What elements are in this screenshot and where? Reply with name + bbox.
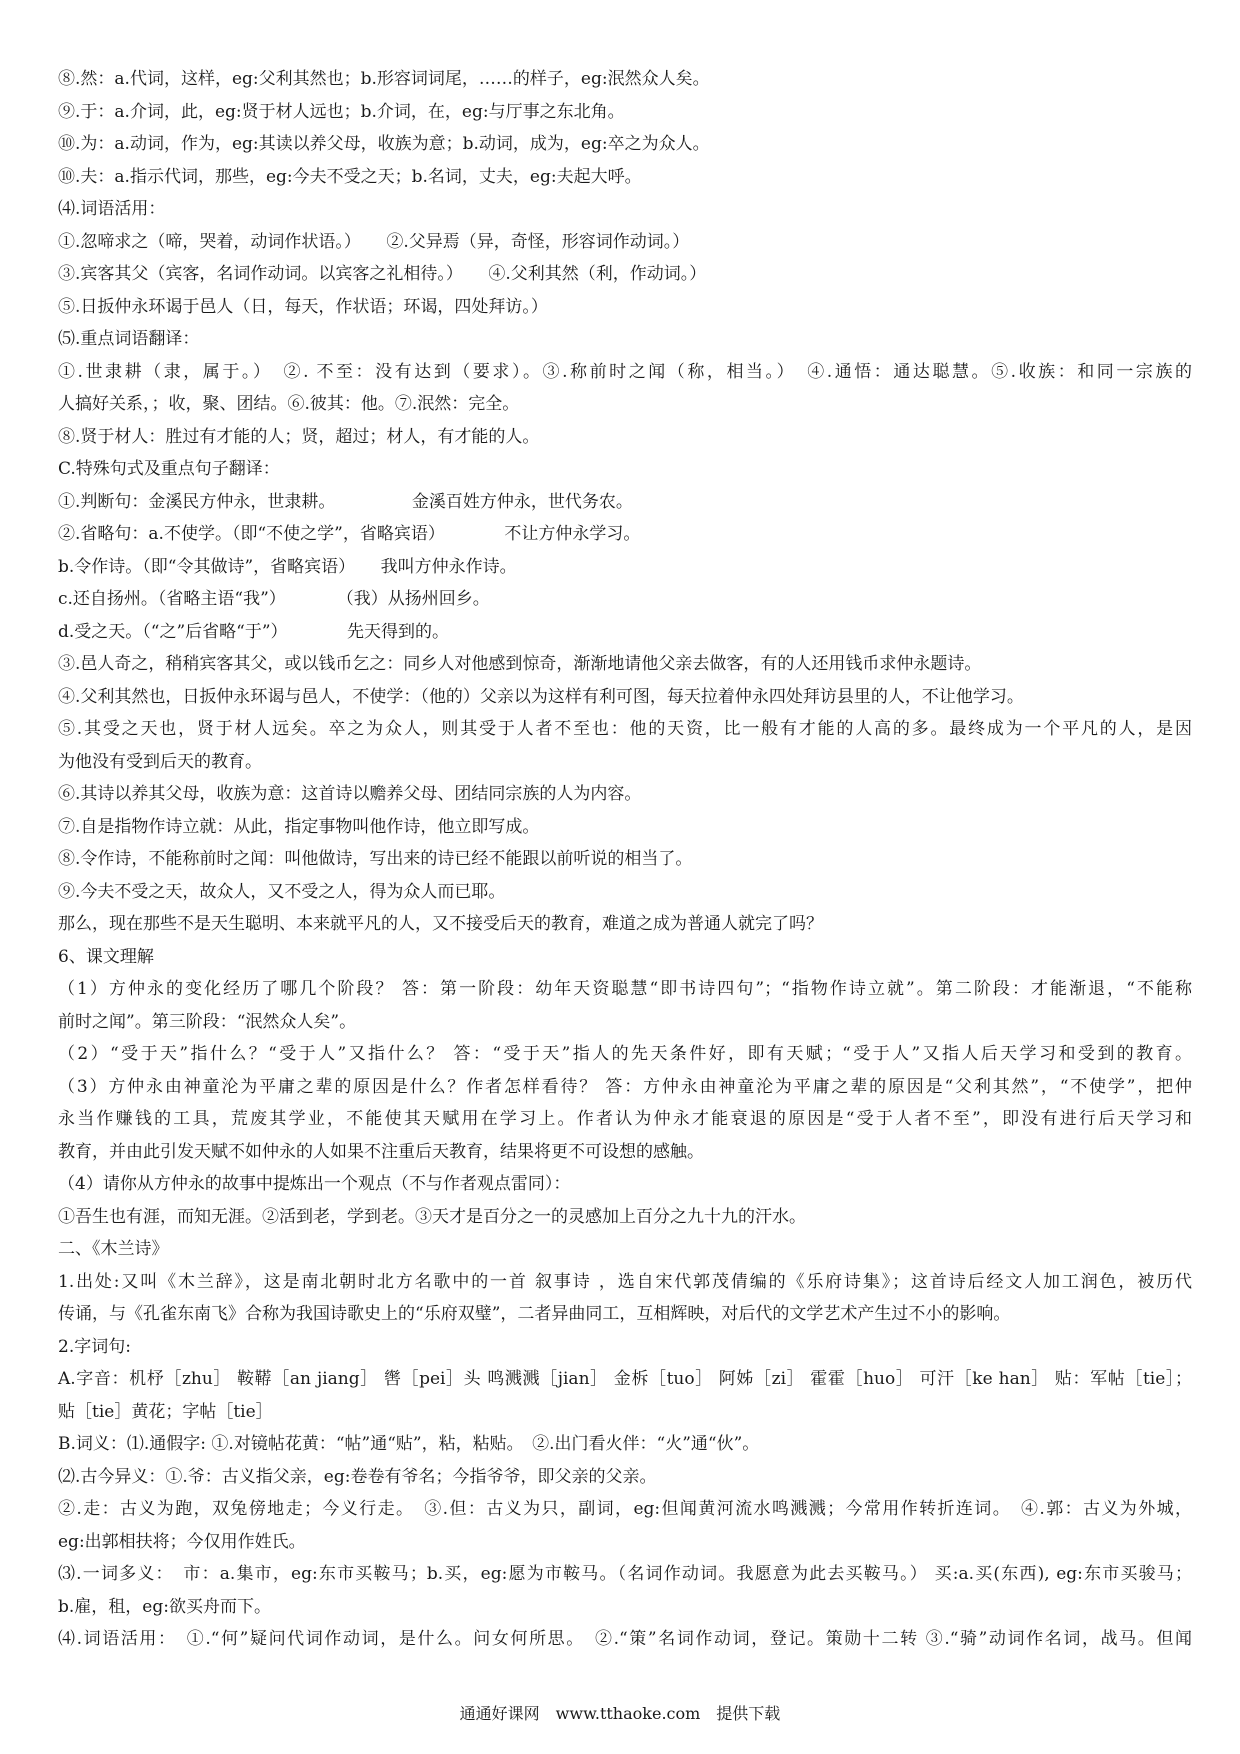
text-line: ⑤.其受之天也，贤于材人远矣。卒之为众人，则其受于人者不至也：他的天资，比一般有才能的人高的多。最终成为一个平凡的人，是因 [58,719,1192,739]
text-line: b.雇，租，eg:欲买舟而下。 [58,1596,271,1617]
text-line: ⑤.日扳仲永环谒于邑人（日，每天，作状语；环谒，四处拜访。） [58,296,548,317]
text-line: 教育，并由此引发天赋不如仲永的人如果不注重后天教育，结果将更不可设想的感触。 [58,1141,704,1162]
text-line: 永当作赚钱的工具，荒废其学业，不能使其天赋用在学习上。作者认为仲永才能衰退的原因是“受于人者不至”，即没有进行后天学习和 [58,1109,1192,1129]
text-line: ⑧.令作诗，不能称前时之闻：叫他做诗，写出来的诗已经不能跟以前听说的相当了。 [58,849,693,869]
text-line: ⑩.为：a.动词，作为，eg:其读以养父母，收族为意；b.动词，成为，eg:卒之为众人。 [58,134,710,154]
text-line: ①.世隶耕（隶，属于。） ②. 不至：没有达到（要求）。③.称前时之闻（称，相当。） ④.通悟：通达聪慧。⑤.收族：和同一宗族的 [58,361,1192,382]
text-line: ③.邑人奇之，稍稍宾客其父，或以钱币乞之：同乡人对他感到惊奇，渐渐地请他父亲去做客，有的人还用钱币求仲永题诗。 [58,654,982,674]
text-line: 6、课文理解 [58,946,154,967]
text-line: （3）方仲永由神童沦为平庸之辈的原因是什么？作者怎样看待？ 答：方仲永由神童沦为平庸之辈的原因是“父利其然”，“不使学”，把仲 [58,1076,1192,1097]
text-line: ⑧.然：a.代词，这样，eg:父利其然也；b.形容词词尾，……的样子，eg:泯然众人矣。 [58,69,710,89]
text-line: 贴［tie］黄花；字帖［tie］ [58,1401,273,1422]
text-line: 人搞好关系，；收，聚、团结。⑥.彼其：他。⑦.泯然：完全。 [58,394,520,414]
text-line: ⑧.贤于材人：胜过有才能的人；贤，超过；材人，有才能的人。 [58,426,540,447]
text-line: 1.出处:又叫《木兰辞》，这是南北朝时北方名歌中的一首 叙事诗 ，选自宋代郭茂倩编的《乐府诗集》；这首诗后经文人加工润色，被历代 [58,1271,1192,1292]
text-line: C.特殊句式及重点句子翻译： [58,459,280,479]
text-line: 为他没有受到后天的教育。 [58,751,262,772]
text-line: 传诵，与《孔雀东南飞》合称为我国诗歌史上的“乐府双璧”，二者异曲同工，互相辉映，对后代的文学艺术产生过不小的影响。 [58,1304,1011,1324]
text-line: ⑶.一词多义： 市：a.集市，eg:东市买鞍马；b.买，eg:愿为市鞍马。（名词作动词。我愿意为此去买鞍马。） 买:a.买(东西), eg:东市买骏马； [58,1564,1192,1584]
text-line: （2）“受于天”指什么？“受于人”又指什么？ 答：“受于天”指人的先天条件好，即有天赋；“受于人”又指人后天学习和受到的教育。 [58,1044,1192,1064]
text-line: b.令作诗。（即“令其做诗”，省略宾语） 我叫方仲永作诗。 [58,556,517,577]
text-line: ⑩.夫：a.指示代词，那些，eg:今夫不受之天；b.名词，丈夫，eg:夫起大呼。 [58,166,642,187]
text-line: ③.宾客其父（宾客，名词作动词。以宾客之礼相待。） ④.父利其然（利，作动词。） [58,264,707,284]
text-line: ①吾生也有涯，而知无涯。②活到老，学到老。③天才是百分之一的灵感加上百分之九十九的汗水。 [58,1206,806,1227]
text-line: ⑨.于：a.介词，此，eg:贤于材人远也；b.介词，在，eg:与厅事之东北角。 [58,101,625,122]
text-line: ①.判断句：金溪民方仲永，世隶耕。 金溪百姓方仲永，世代务农。 [58,491,633,512]
text-line: ⑵.古今异义：①.爷：古义指父亲，eg:卷卷有爷名；今指爷爷，即父亲的父亲。 [58,1466,657,1487]
text-line: ⑨.今夫不受之天，故众人，又不受之人，得为众人而已耶。 [58,881,506,902]
text-line: ⑷.词语活用： [58,199,166,219]
text-line: ①.忽啼求之（啼，哭着，动词作状语。） ②.父异焉（异，奇怪，形容词作动词。） [58,231,690,252]
text-line: ②.省略句：a.不使学。（即“不使之学”，省略宾语） 不让方仲永学习。 [58,524,641,544]
text-line: eg:出郭相扶将；今仅用作姓氏。 [58,1531,306,1552]
page-footer: 通通好课网 www.tthaoke.com 提供下载 [459,1704,781,1723]
text-line: （4）请你从方仲永的故事中提炼出一个观点（不与作者观点雷同）： [58,1174,571,1194]
text-line: 2.字词句: [58,1336,131,1357]
text-line: A.字音：机杼［zhu］ 鞍鞯［an jiang］ 辔［pei］头 鸣溅溅［jian］ 金柝［tuo］ 阿姊［zi］ 霍霍［huo］ 可汗［ke han］ 贴：军帖［tie］； [58,1369,1192,1389]
text-line: c.还自扬州。（省略主语“我”） （我）从扬州回乡。 [58,589,490,609]
text-line: ⑷.词语活用： ①.“何”疑问代词作动词，是什么。问女何所思。 ②.“策”名词作动词，登记。策勋十二转 ③.“骑”动词作名词，战马。但闻 [58,1629,1192,1649]
text-line: ⑥.其诗以养其父母，收族为意：这首诗以赡养父母、团结同宗族的人为内容。 [58,784,642,804]
text-line: 前时之闻”。第三阶段：“泯然众人矣”。 [58,1011,357,1032]
text-line: B.词义：⑴.通假字: ①.对镜帖花黄：“帖”通“贴”，粘，粘贴。 ②.出门看火伴：“火”通“伙”。 [58,1434,760,1454]
document-body [58,63,1192,1656]
text-line: ②.走：古义为跑，双兔傍地走；今义行走。 ③.但：古义为只，副词，eg:但闻黄河流水鸣溅溅；今常用作转折连词。 ④.郭：古义为外城， [58,1499,1192,1519]
text-line: 那么，现在那些不是天生聪明、本来就平凡的人，又不接受后天的教育，难道之成为普通人就完了吗？ [58,914,823,934]
text-line: 二、《木兰诗》 [58,1239,169,1259]
text-line: ④.父利其然也，日扳仲永环谒与邑人，不使学：（他的）父亲以为这样有利可图，每天拉着仲永四处拜访县里的人，不让他学习。 [58,686,1024,707]
text-line: ⑸.重点词语翻译： [58,329,200,349]
text-line: d.受之天。（“之”后省略“于”） 先天得到的。 [58,621,450,642]
text-line: ⑦.自是指物作诗立就：从此，指定事物叫他作诗，他立即写成。 [58,816,540,837]
text-line: （1）方仲永的变化经历了哪几个阶段？ 答：第一阶段：幼年天资聪慧“即书诗四句”；“指物作诗立就”。第二阶段：才能渐退，“不能称 [58,979,1192,999]
